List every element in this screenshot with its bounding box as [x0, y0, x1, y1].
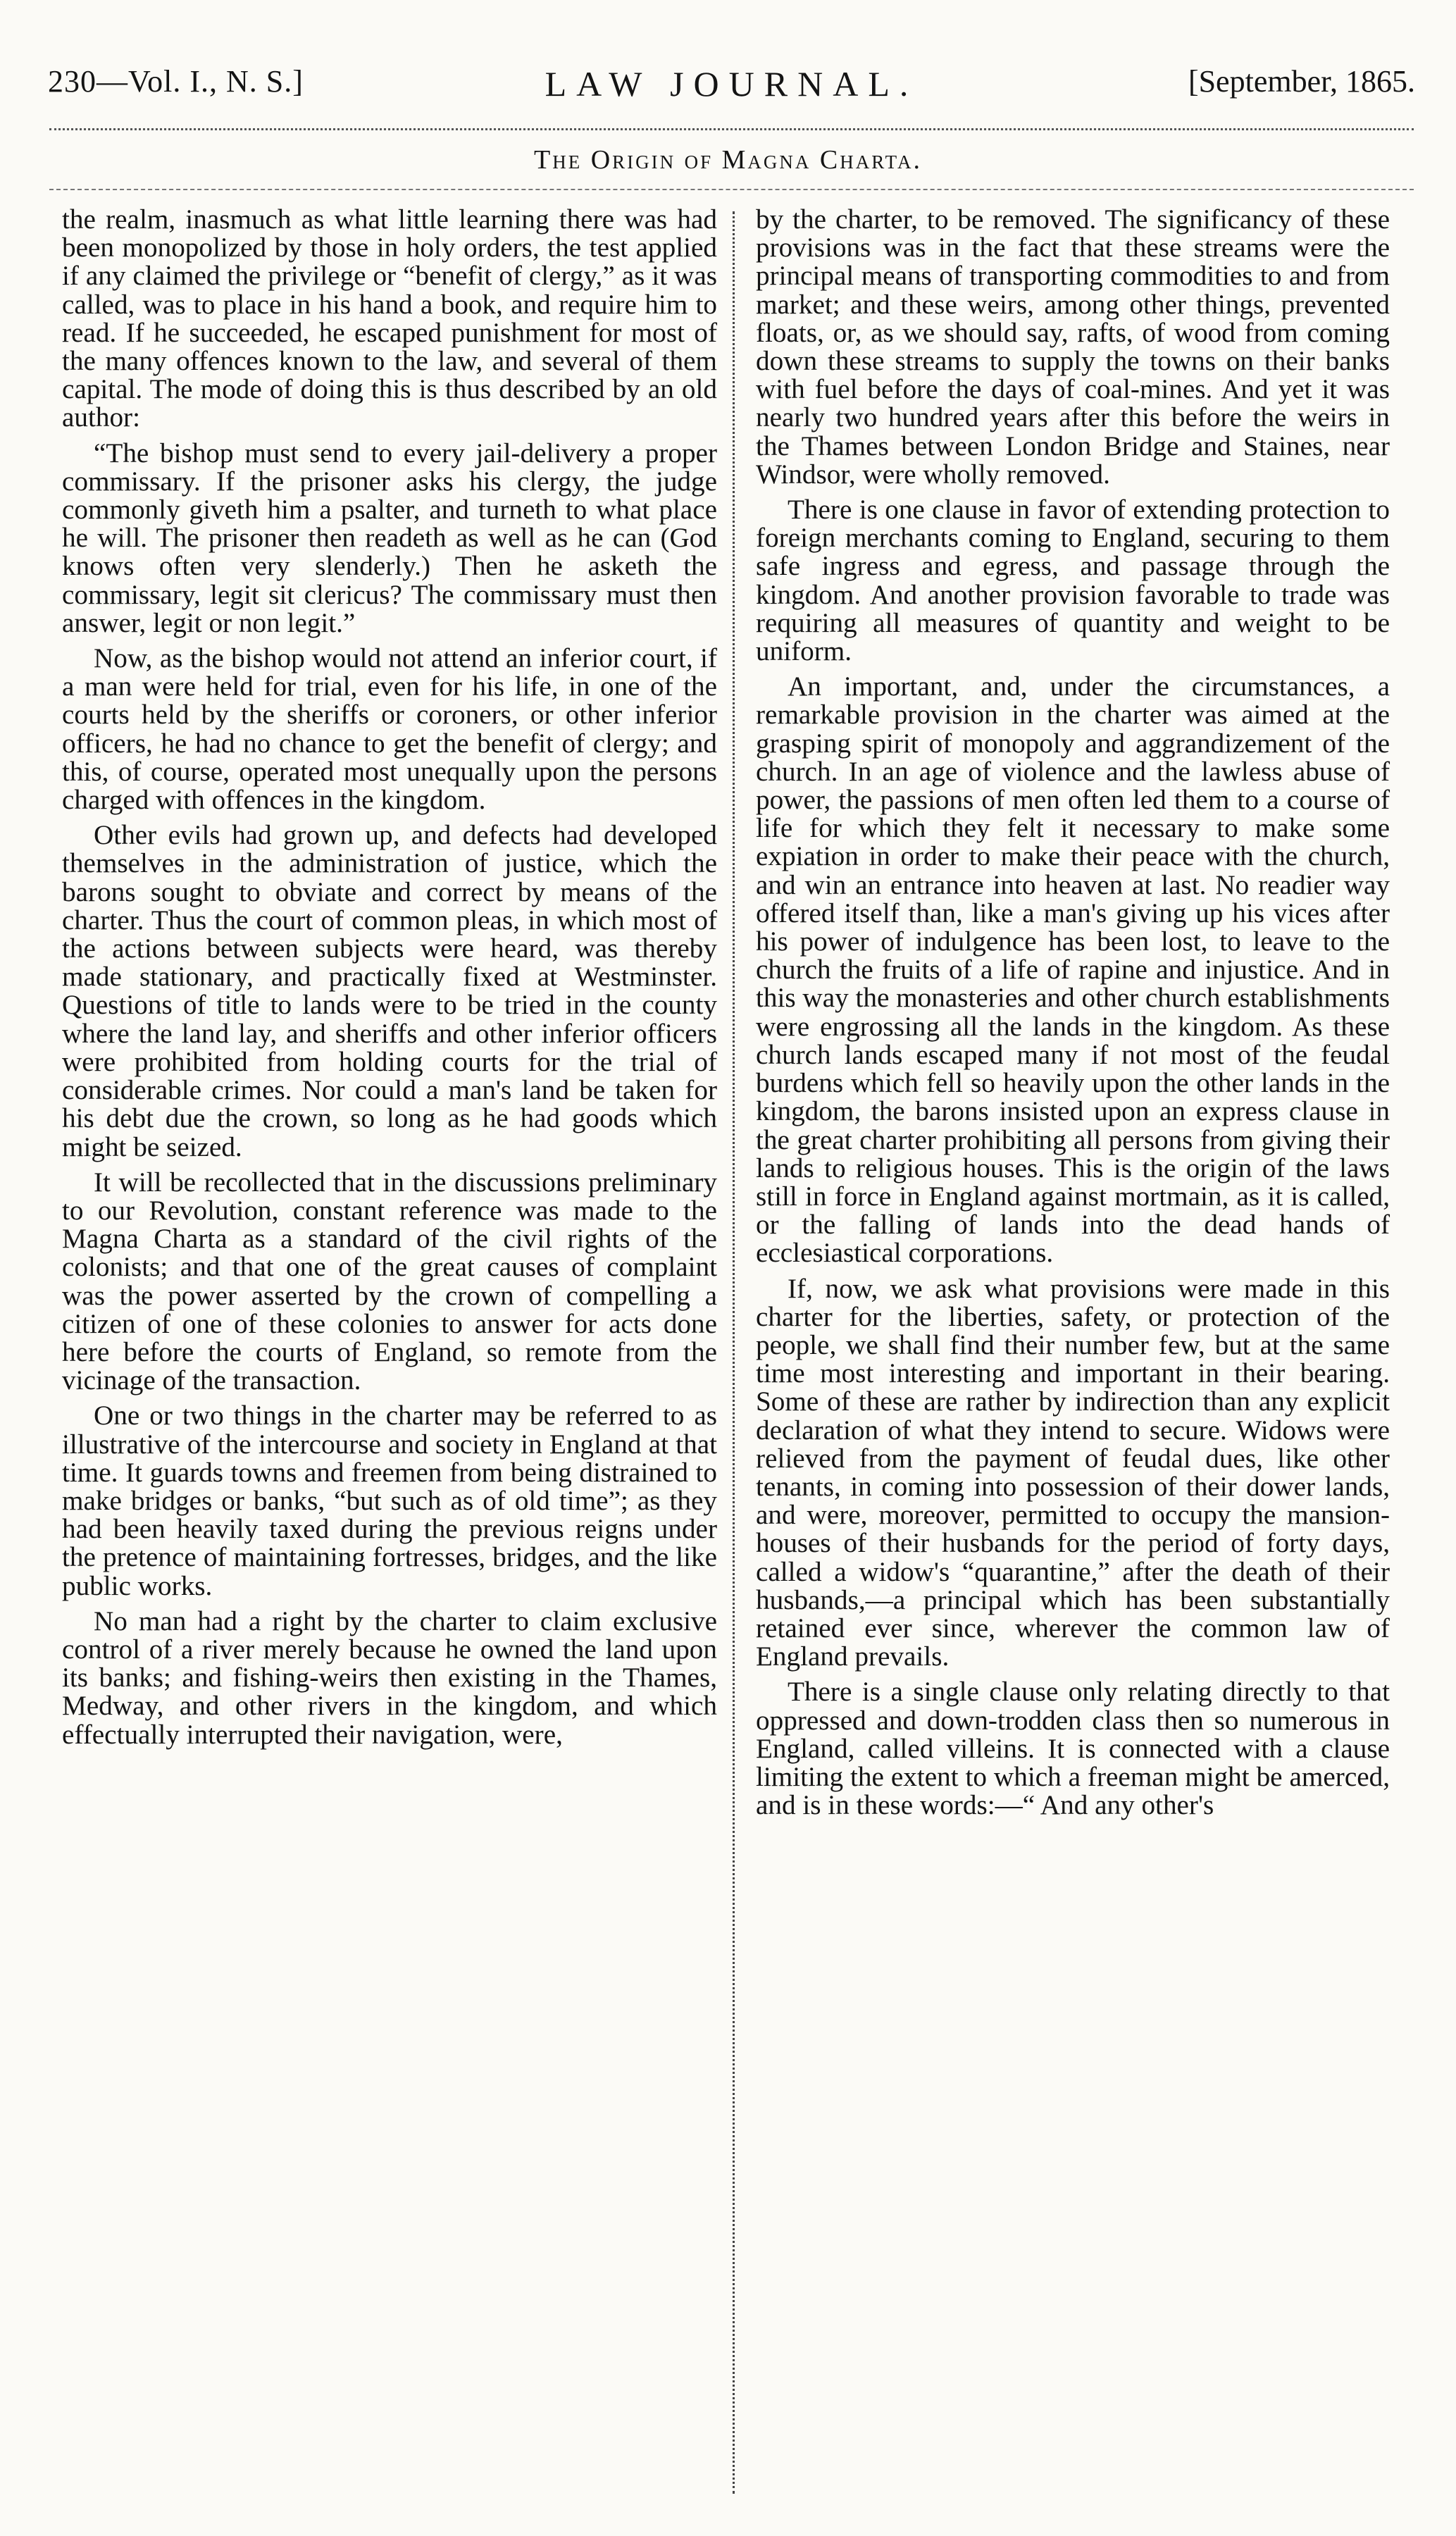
- page-header: [42, 63, 1421, 141]
- paragraph: Other evils had grown up, and defects had developed themselves in the administration of justice, which the barons sought to obviate and correct by means of the charter. Thus the court of common pleas, in which most of the actions between subjects were heard, was thereby made stationary, and practically fixed at Westminster. Questions of title to lands were to be tried in the county where the land lay, and sheriffs and other inferior officers were prohibited from holding courts for the trial of considerable crimes. Nor could a man's land be taken for his debt due the crown, so long as he had goods which might be seized.: [62, 820, 717, 1162]
- column-divider: [733, 211, 735, 2494]
- paragraph: by the charter, to be removed. The significancy of these provisions was in the fact that these streams were the principal means of transporting commodities to and from market; and these weirs, among other things, prevented floats, or, as we should say, rafts, of wood from coming down these streams to supply the towns on their banks with fuel before the days of coal-mines. And yet it was nearly two hundred years after this before the weirs in the Thames between London Bridge and Staines, near Windsor, were wholly removed.: [756, 204, 1390, 490]
- paragraph: the realm, inasmuch as what little learning there was had been monopolized by those in holy orders, the test applied if any claimed the privilege or “benefit of clergy,” as it was called, was to place in his hand a book, and require him to read. If he succeeded, he escaped punishment for most of the many offences known to the law, and several of them capital. The mode of doing this is thus described by an old author:: [62, 204, 717, 433]
- left-column: [62, 206, 717, 1756]
- paragraph: It will be recollected that in the discussions preliminary to our Revolution, constant reference was made to the Magna Charta as a standard of the civil rights of the colonists; and that one of the great causes of complaint was the power asserted by the crown of compelling a citizen of one of these colonies to answer for acts done here before the courts of England, so remote from the vicinage of the transaction.: [62, 1167, 717, 1396]
- paragraph: An important, and, under the circumstances, a remarkable provision in the charter was aimed at the grasping spirit of monopoly and aggrandizement of the church. In an age of violence and the lawless abuse of power, the passions of men often led them to a course of life for which they felt it necessary to make some expiation in order to make their peace with the church, and win an entrance into heaven at last. No readier way offered itself than, like a man's giving up his vices after his power of indulgence has been lost, to leave to the church the fruits of a life of rapine and injustice. And in this way the monasteries and other church establishments were engrossing all the lands in the kingdom. As these church lands escaped many if not most of the feudal burdens which fell so heavily upon the other lands in the kingdom, the barons insisted upon an express clause in the great charter prohibiting all persons from giving their lands to religious houses. This is the origin of the laws still in force in England against mortmain, as it is called, or the falling of lands into the dead hands of ecclesiastical corporations.: [756, 671, 1390, 1269]
- paragraph: If, now, we ask what provisions were made in this charter for the liberties, safety, or protection of the people, we shall find their number few, but at the same time most interesting and important in their bearing. Some of these are rather by indirection than any explicit declaration of what they intend to secure. Widows were relieved from the payment of feudal dues, like other tenants, in coming into possession of their dower lands, and were, moreover, permitted to occupy the mansion-houses of their husbands for the period of forty days, called a widow's “quarantine,” after the death of their husbands,—a principal which has been substantially retained ever since, wherever the common law of England prevails.: [756, 1273, 1390, 1672]
- title-rule: [49, 189, 1414, 190]
- paragraph: No man had a right by the charter to claim exclusive control of a river merely because he owned the land upon its banks; and fishing-weirs then existing in the Thames, Medway, and other rivers in the kingdom, and which effectually interrupted their navigation, were,: [62, 1605, 717, 1750]
- issue-date: [September, 1865.: [1188, 64, 1415, 99]
- paragraph: There is one clause in favor of extending protection to foreign merchants coming to England, securing to them safe ingress and egress, and passage through the kingdom. And another provision favorable to trade was requiring all measures of quantity and weight to be uniform.: [756, 495, 1390, 667]
- right-column: [756, 206, 1390, 1827]
- header-rule: [49, 128, 1414, 130]
- paragraph: One or two things in the charter may be referred to as illustrative of the intercourse and society in England at that time. It guards towns and freemen from being distrained to make bridges or banks, “but such as of old time”; as they had been heavily taxed during the previous reigns under the pretence of maintaining fortresses, bridges, and the like public works.: [62, 1400, 717, 1601]
- paragraph: There is a single clause only relating directly to that oppressed and down-trodden class then so numerous in England, called villeins. It is connected with a clause limiting the extent to which a freeman might be amerced, and is in these words:—“ And any other's: [756, 1677, 1390, 1821]
- journal-title: LAW JOURNAL.: [545, 64, 919, 104]
- article-title: The Origin of Magna Charta.: [534, 145, 922, 175]
- volume-page-reference: 230—Vol. I., N. S.]: [48, 64, 304, 99]
- paragraph: Now, as the bishop would not attend an inferior court, if a man were held for trial, even for his life, in one of the courts held by the sheriffs or coroners, or other inferior officers, he had no chance to get the benefit of clergy; and this, of course, operated most unequally upon the persons charged with offences in the kingdom.: [62, 643, 717, 816]
- quoted-paragraph: “The bishop must send to every jail-delivery a proper commissary. If the prisoner asks his clergy, the judge commonly giveth him a psalter, and turneth to what place he will. The prisoner then readeth as well as he can (God knows often very slenderly.) Then he asketh the commissary, legit sit clericus? The commissary must then answer, legit or non legit.”: [62, 437, 717, 638]
